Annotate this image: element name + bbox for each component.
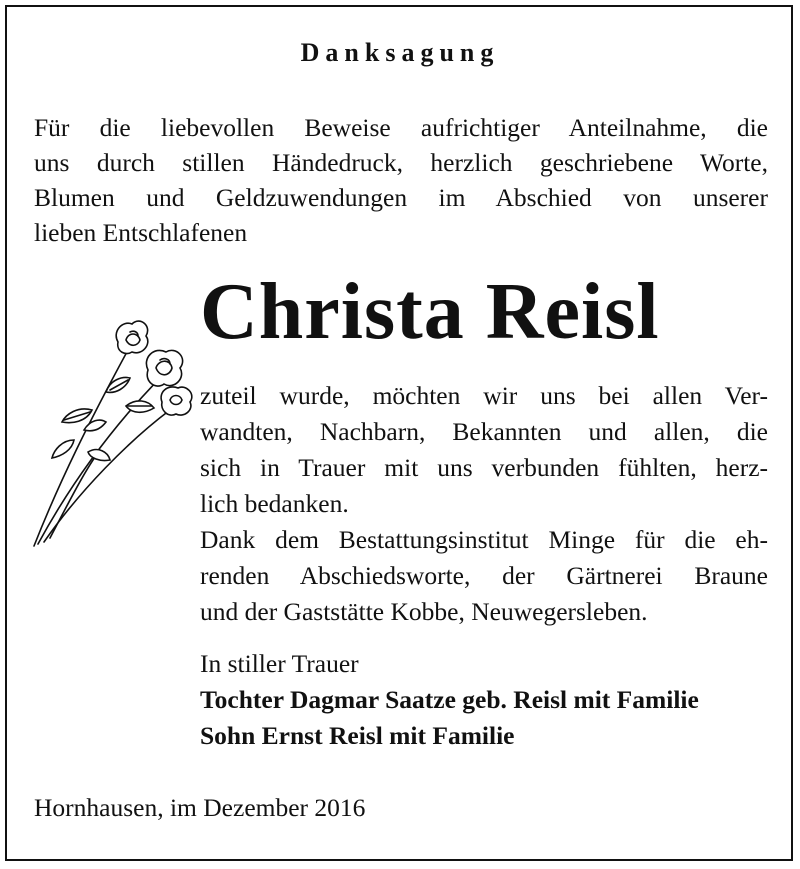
body-line: Dank dem Bestattungsinstitut Minge für die eh- bbox=[200, 525, 768, 554]
mourning-phrase: In stiller Trauer bbox=[200, 649, 359, 678]
body-line: wandten, Nachbarn, Bekannten und allen, die bbox=[200, 417, 768, 446]
intro-paragraph bbox=[34, 110, 768, 250]
thanks-paragraph bbox=[200, 378, 768, 630]
notice-heading: Danksagung bbox=[300, 38, 500, 67]
intro-line: lieben Entschlafenen bbox=[34, 218, 248, 247]
signatory: Sohn Ernst Reisl mit Familie bbox=[200, 721, 515, 750]
body-line: und der Gaststätte Kobbe, Neuwegersleben. bbox=[200, 597, 648, 626]
deceased-name: Christa Reisl bbox=[200, 268, 660, 356]
roses-illustration bbox=[30, 310, 200, 550]
signatory: Tochter Dagmar Saatze geb. Reisl mit Familie bbox=[200, 685, 699, 714]
body-line: renden Abschiedsworte, der Gärtnerei Braune bbox=[200, 561, 768, 590]
body-line: zuteil wurde, möchten wir uns bei allen Ver- bbox=[200, 381, 768, 410]
body-line: lich bedanken. bbox=[200, 489, 349, 518]
intro-line: Für die liebevollen Beweise aufrichtiger Anteilnahme, die bbox=[34, 113, 768, 142]
place-date: Hornhausen, im Dezember 2016 bbox=[34, 793, 366, 822]
intro-line: uns durch stillen Händedruck, herzlich geschriebene Worte, bbox=[34, 148, 768, 177]
signature-block bbox=[200, 646, 699, 754]
body-line: sich in Trauer mit uns verbunden fühlten, herz- bbox=[200, 453, 768, 482]
intro-line: Blumen und Geldzuwendungen im Abschied von unserer bbox=[34, 183, 768, 212]
